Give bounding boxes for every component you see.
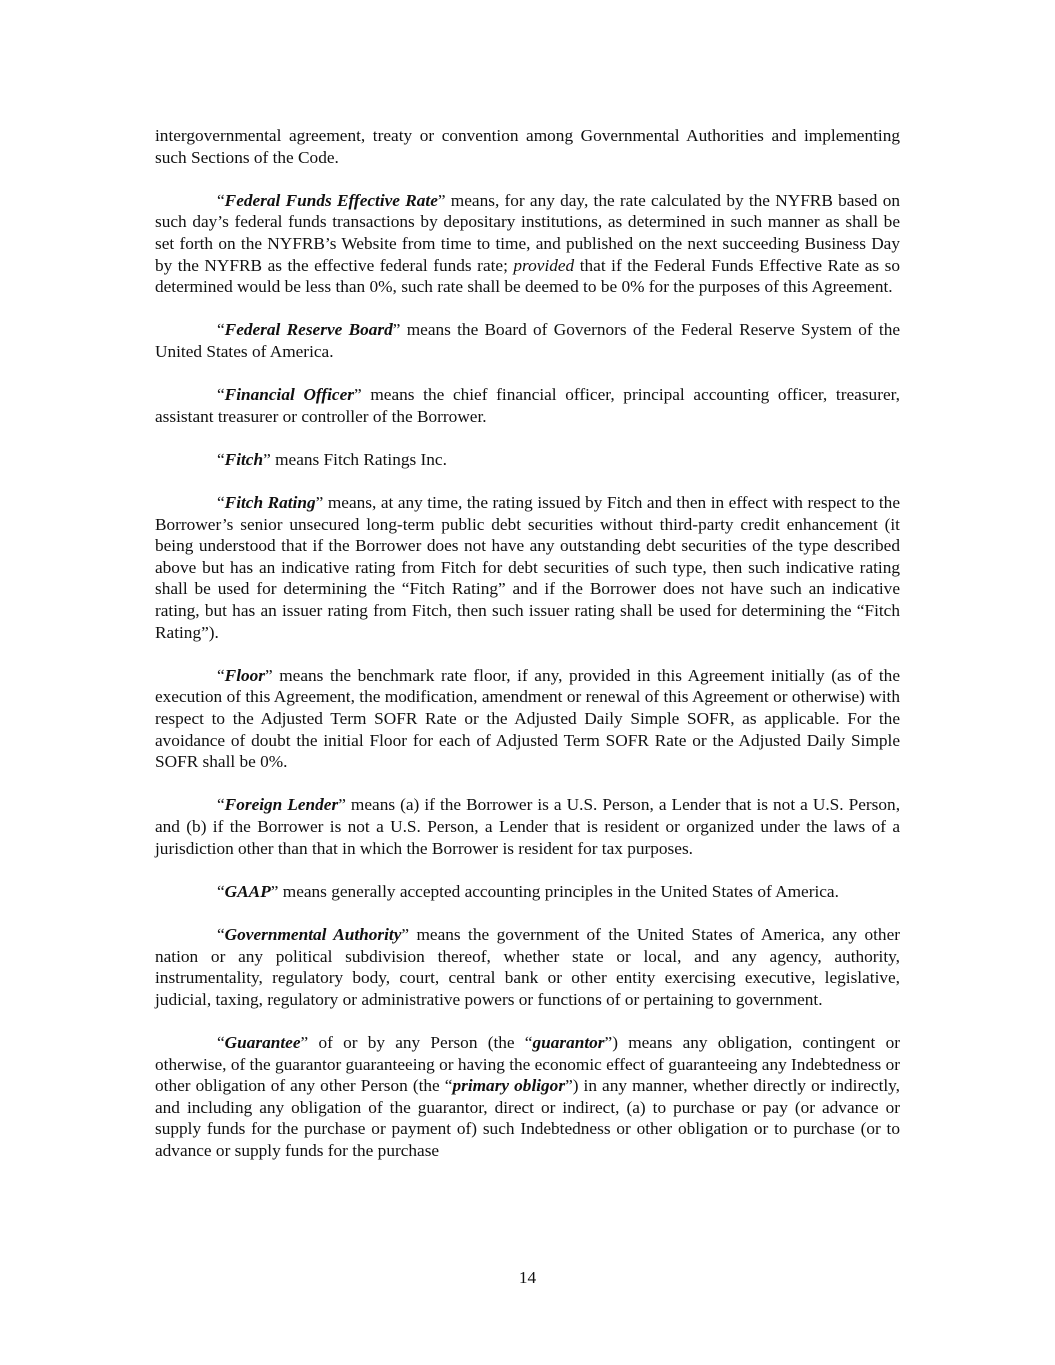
definition-text: ” means the Board of Governors of the Federal Reserve System of the United States of America. (155, 320, 900, 361)
defined-term-guarantor: guarantor (532, 1032, 605, 1052)
open-quote: “ (217, 1032, 225, 1052)
intro-text: intergovernmental agreement, treaty or convention among Governmental Authorities and implementing such Sections of the Code. (155, 126, 900, 167)
defined-term: Federal Reserve Board (224, 320, 393, 340)
defined-term: Foreign Lender (224, 795, 339, 815)
provided-italic: provided (513, 255, 575, 275)
open-quote: “ (217, 190, 225, 210)
definition-text: ”) means any obligation, contingent or otherwise, of the guarantor guaranteeing or having the economic effect of guaranteeing any Indebtedness or other obligation of any other Person (the “ (155, 1032, 900, 1096)
open-quote: “ (217, 449, 225, 469)
defined-term: Federal Funds Effective Rate (224, 190, 438, 210)
definition-federal-funds-effective-rate (155, 190, 900, 298)
definition-text: ” means, for any day, the rate calculated by the NYFRB based on such day’s federal funds transactions by depositary institutions, as determined in such manner as shall be set forth on the NYFRB’s Website from time to time, and published on the next succeeding Business Day by the NYFRB as the effective federal funds rate; (155, 190, 900, 275)
open-quote: “ (217, 881, 225, 901)
definition-text: ” means the chief financial officer, principal accounting officer, treasurer, assistant treasurer or controller of the Borrower. (155, 385, 900, 426)
definition-financial-officer (155, 384, 900, 427)
open-quote: “ (217, 385, 225, 405)
definition-text: ” means the benchmark rate floor, if any, provided in this Agreement initially (as of the execution of this Agreement, the modification, amendment or renewal of this Agreement or otherwise) with respect to the Adjusted Term SOFR Rate or the Adjusted Daily Simple SOFR, as applicable. For the avoidance of doubt the initial Floor for each of Adjusted Term SOFR Rate or the Adjusted Daily Simple SOFR shall be 0%. (155, 665, 900, 772)
definition-gaap (155, 881, 900, 903)
open-quote: “ (217, 795, 225, 815)
definition-governmental-authority (155, 924, 900, 1010)
definition-fitch (155, 449, 900, 471)
definition-text: ”) in any manner, whether directly or indirectly, and including any obligation of the guarantor, direct or indirect, (a) to purchase or pay (or advance or supply funds for the purchase or payment of) such Indebtedness or other obligation or to purchase (or to advance or supply funds for the purchase (155, 1076, 901, 1160)
definition-text: that if the Federal Funds Effective Rate as so determined would be less than 0%, such rate shall be deemed to be 0% for the purposes of this Agreement. (155, 255, 900, 297)
defined-term-primary-obligor: primary obligor (452, 1076, 566, 1096)
definition-foreign-lender (155, 794, 900, 859)
definition-text: ” means Fitch Ratings Inc. (263, 449, 447, 469)
open-quote: “ (217, 924, 225, 944)
definition-text: ” of or by any Person (the “ (300, 1032, 533, 1052)
definition-floor (155, 665, 900, 773)
definition-text: ” means generally accepted accounting principles in the United States of America. (270, 881, 839, 901)
defined-term: Fitch Rating (224, 493, 316, 513)
page-number: 14 (518, 1268, 537, 1287)
defined-term: Financial Officer (224, 385, 354, 405)
defined-term: Fitch (224, 449, 264, 469)
definition-text: ” means (a) if the Borrower is a U.S. Person, a Lender that is not a U.S. Person, and (b) if the Borrower is not a U.S. Person, a Lender that is resident or organized under the laws of a jurisdiction other than that in which the Borrower is resident for tax purposes. (155, 795, 901, 858)
defined-term: Governmental Authority (224, 924, 402, 944)
defined-term: GAAP (224, 881, 271, 901)
defined-term: Floor (224, 665, 266, 685)
definition-fitch-rating (155, 492, 900, 643)
intro-paragraph (155, 125, 900, 168)
document-page (155, 125, 900, 1183)
definition-text: ” means the government of the United States of America, any other nation or any political subdivision thereof, whether state or local, and any agency, authority, instrumentality, regulatory body, court, central bank or other entity exercising executive, legislative, judicial, taxing, regulatory or administrative powers or functions of or pertaining to government. (155, 924, 900, 1009)
definition-federal-reserve-board (155, 319, 900, 362)
definition-text: ” means, at any time, the rating issued by Fitch and then in effect with respect to the Borrower’s senior unsecured long-term public debt securities without third-party credit enhancement (it being understood that if the Borrower does not have any outstanding debt securities of the type described above but has an indicative rating from Fitch for debt securities of such type, then such indicative rating shall be used for determining the “Fitch Rating” and if the Borrower does not have such an indicative rating, but has an issuer rating from Fitch, then such issuer rating shall be used for determining the “Fitch Rating”). (155, 493, 900, 642)
open-quote: “ (217, 320, 225, 340)
defined-term: Guarantee (224, 1032, 301, 1052)
definition-guarantee (155, 1032, 900, 1162)
open-quote: “ (217, 493, 225, 513)
open-quote: “ (217, 665, 225, 685)
